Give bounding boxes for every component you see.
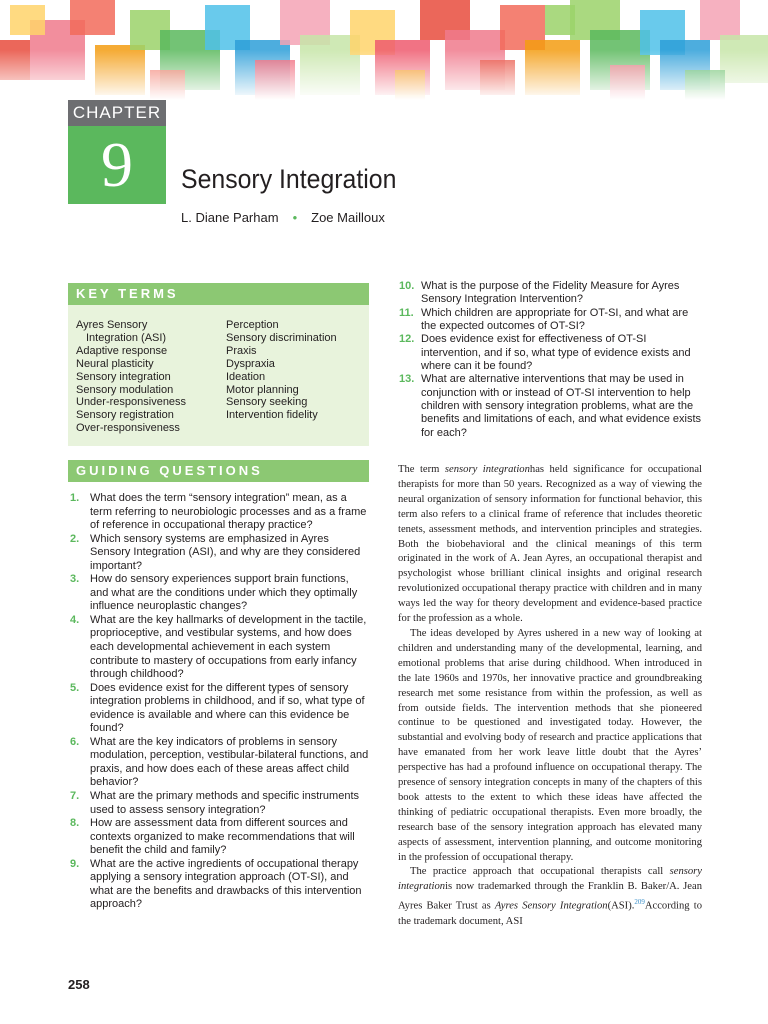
question-number: 13. [399, 373, 415, 386]
key-term: Ayres Sensory [76, 319, 148, 331]
key-term: Ideation [226, 370, 266, 383]
key-terms-column-1 [76, 319, 186, 435]
emphasis-term: sensory integration [444, 464, 530, 475]
question-number: 7. [70, 790, 80, 803]
emphasis-term: Ayres Sensory Integration [494, 900, 608, 912]
key-term: Neural plasticity [76, 357, 154, 370]
question-item [399, 373, 704, 440]
question-text: How are assessment data from different sources and contexts organized to make recommendations that will benefit the child and family? [90, 817, 355, 857]
question-text: What does the term “sensory integration” mean, as a term referring to neurobiologic processes and as a frame of reference in occupational therapy practice? [90, 492, 367, 532]
key-term: Praxis [226, 344, 257, 357]
text-run: is now trademarked through the Franklin B. Baker/A. Jean Ayres Baker Trust as [398, 881, 702, 912]
key-term: Perception [226, 319, 279, 331]
question-item [70, 790, 370, 817]
author-separator: • [292, 210, 298, 225]
question-item [70, 614, 370, 682]
key-term: Sensory integration [76, 370, 171, 383]
key-term: Adaptive response [76, 344, 168, 357]
text-run: (ASI). [607, 900, 635, 912]
body-paragraph-1 [398, 463, 702, 627]
question-text: What are the key indicators of problems in sensory modulation, perception, vestibular-bilateral functions, and praxis, and how does each of these areas affect child behavior? [90, 735, 369, 789]
question-item [70, 573, 370, 614]
key-term: Over-responsiveness [76, 422, 180, 435]
question-item [399, 280, 704, 307]
question-item [399, 333, 704, 373]
question-text: Which children are appropriate for OT-SI, and what are the expected outcomes of OT-SI? [421, 306, 689, 333]
body-paragraph-3 [398, 865, 702, 929]
guiding-questions-header [68, 460, 369, 482]
question-number: 9. [70, 857, 80, 870]
body-text [398, 463, 702, 930]
question-text: Which sensory systems are emphasized in Ayres Sensory Integration (ASI), and why are they considered important? [90, 532, 361, 572]
key-term: Sensory seeking [226, 396, 308, 409]
chapter-label: CHAPTER [68, 100, 166, 126]
text-run: The practice approach that occupational therapists call [410, 866, 670, 878]
author-1: L. Diane Parham [181, 210, 279, 225]
key-term: Dyspraxia [226, 357, 275, 370]
text-run: According to the trademark document, ASI [398, 900, 702, 927]
question-text: How do sensory experiences support brain functions, and what are the conditions under which they optimally influence neuroplastic changes? [90, 573, 358, 613]
question-item [70, 736, 370, 790]
question-number: 5. [70, 681, 80, 694]
header-fade [0, 0, 768, 100]
question-item [70, 817, 370, 858]
question-item [399, 307, 704, 334]
question-text: What are the key hallmarks of development in the tactile, proprioceptive, and vestibular systems, and how does each developmental achievement in each system contribute to mastery of occupations from early infancy through childhood? [90, 613, 367, 681]
text-run: has held significance for occupational therapists for more than 50 years. Recognized as a way of viewing the neural organization of sensory information for functional behavior, this term also refers to a clinical frame of reference that includes theoretic tenets, assessment methods, and intervention principles and strategies. Both the biobehavioral and the clinical meanings of this term originated in the work of A. Jean Ayres, an occupational therapist and psychologist whose brilliant clinical insights and original research revolutionized occupational therapy practice with children and in many ways led the way for theory development and evidence-based practice for the profession as a whole. [398, 464, 702, 625]
question-item [70, 682, 370, 736]
key-term: Under-responsiveness [76, 396, 187, 409]
question-item [70, 533, 370, 574]
chapter-title: Sensory Integration [181, 164, 397, 194]
question-text: What are the primary methods and specific instruments used to assess sensory integration? [90, 790, 360, 816]
page-number: 258 [68, 977, 90, 992]
guiding-questions-list-continued [399, 280, 704, 440]
question-number: 1. [70, 492, 80, 504]
key-term: Motor planning [226, 383, 299, 396]
authors [181, 210, 385, 225]
question-number: 10. [399, 280, 415, 292]
question-number: 11. [399, 306, 414, 319]
question-number: 4. [70, 613, 80, 626]
question-number: 6. [70, 735, 80, 748]
question-number: 3. [70, 573, 80, 586]
key-terms-column-2 [226, 319, 337, 422]
key-terms-header [68, 283, 369, 305]
key-term: Intervention fidelity [226, 409, 318, 422]
question-text: What is the purpose of the Fidelity Measure for Ayres Sensory Integration Intervention? [421, 280, 680, 306]
question-text: Does evidence exist for effectiveness of OT-SI intervention, and if so, what type of evidence exists and where can it be found? [421, 333, 691, 373]
question-number: 2. [70, 532, 80, 545]
question-number: 12. [399, 333, 415, 346]
header-decorative-mosaic [0, 0, 768, 100]
author-2: Zoe Mailloux [311, 210, 385, 225]
text-run: The term [398, 464, 445, 475]
question-item [70, 492, 370, 533]
key-term: Sensory modulation [76, 383, 174, 396]
citation-link[interactable]: 209 [634, 898, 645, 907]
key-term: Sensory registration [76, 409, 174, 422]
key-terms-box [68, 283, 369, 446]
chapter-number: 9 [68, 126, 166, 204]
key-term: Integration (ASI) [86, 331, 167, 344]
guiding-questions-heading: GUIDING QUESTIONS [76, 463, 263, 478]
guiding-questions-list [70, 492, 370, 912]
question-text: What are alternative interventions that may be used in conjunction with or instead of OT-SI intervention to help children with sensory integration problems, what are the benefits and limitations of each, and what evidence exists for each? [421, 373, 702, 439]
question-item [70, 858, 370, 912]
key-term: Sensory discrimination [226, 331, 337, 344]
key-terms-heading: KEY TERMS [76, 286, 179, 301]
body-paragraph-2: The ideas developed by Ayres ushered in a new way of looking at children and understanding many of the developmental, learning, and emotional problems that arise during childhood. When introduced in the late 1960s and 1970s, her innovative practice and groundbreaking research met some resistance from within the profession, as well as from outside fields. The intervention methods that she pioneered continue to be questioned and investigated today. However, the substantial and evolving body of research and practice applications that have emanated from her work leave little doubt that the Ayres’ perspective has had a profound influence on occupational therapy. The presence of sensory integration concepts in many of the chapters of this book attests to the extent to which these ideas have affected the thinking of pediatric occupational therapists. Even more broadly, the research base of the sensory integration approach has elevated many aspects of assessment, intervention planning, and outcome monitoring in the profession of occupational therapy. [398, 627, 702, 863]
question-number: 8. [70, 817, 80, 830]
question-text: What are the active ingredients of occupational therapy applying a sensory integration approach (OT-SI), and what are the benefits and drawbacks of this intervention approach? [90, 857, 362, 911]
emphasis-term: sensory integration [398, 866, 702, 893]
question-text: Does evidence exist for the different types of sensory integration problems in childhood, and if so, what type of evidence is available and where can this evidence be found? [90, 681, 365, 735]
